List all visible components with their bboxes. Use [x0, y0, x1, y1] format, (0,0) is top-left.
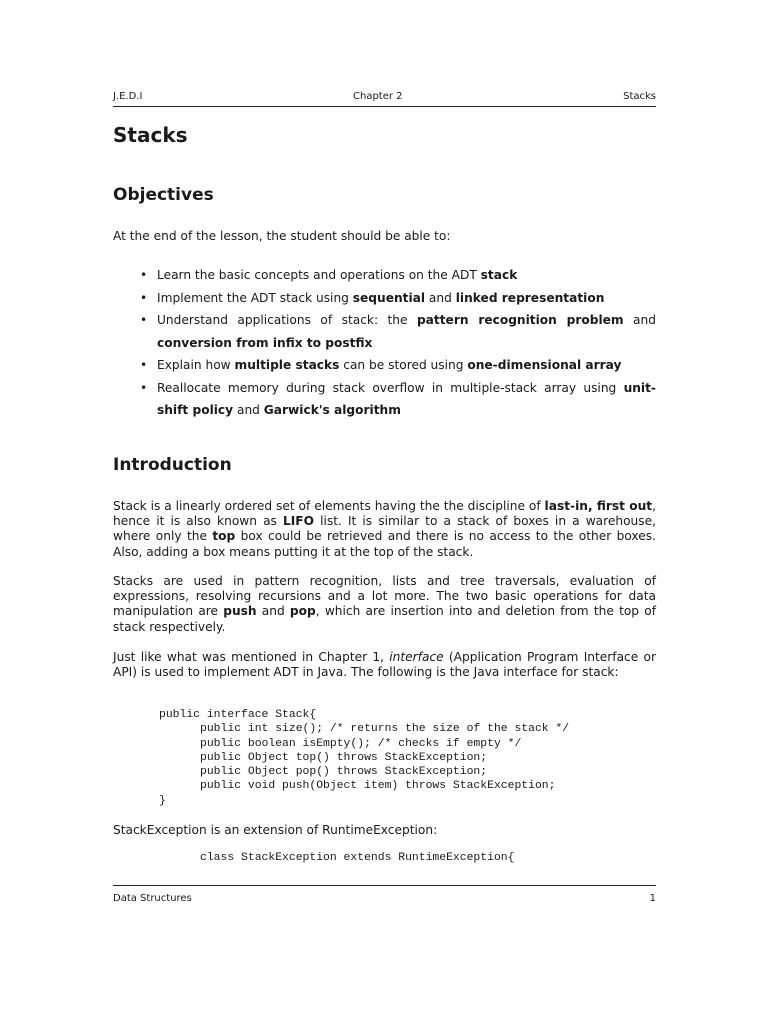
header-right: Stacks — [623, 91, 656, 102]
objectives-list — [140, 264, 656, 422]
intro-paragraph-1: Stack is a linearly ordered set of elements having the the discipline of last-in, first out, hence it is also known as LIFO list. It is similar to a stack of boxes in a warehouse, where only the top box could be retrieved and there is no access to the other boxes. Also, adding a box means putting it at the top of the stack. — [113, 499, 656, 559]
objectives-heading: Objectives — [113, 185, 214, 205]
footer-left: Data Structures — [113, 893, 192, 904]
bullet-icon: • — [140, 290, 148, 305]
introduction-heading: Introduction — [113, 455, 232, 475]
running-header — [113, 90, 656, 107]
exception-text: StackException is an extension of RuntimeException: — [113, 823, 438, 837]
page-title: Stacks — [113, 123, 188, 147]
bullet-icon: • — [140, 380, 148, 395]
intro-paragraph-2: Stacks are used in pattern recognition, lists and tree traversals, evaluation of expressions, resolving recursions and a lot more. The two basic operations for data manipulation are push and pop, which are insertion into and deletion from the top of stack respectively. — [113, 574, 656, 634]
stack-exception-code: class StackException extends RuntimeException{ — [159, 852, 515, 864]
intro-paragraph-3: Just like what was mentioned in Chapter 1, interface (Application Program Interface or API) is used to implement ADT in Java. The following is the Java interface for stack: — [113, 650, 656, 680]
bullet-icon: • — [140, 268, 148, 282]
list-item: • Learn the basic concepts and operations on the ADT stack — [157, 264, 656, 287]
header-center: Chapter 2 — [353, 91, 403, 102]
bullet-icon: • — [140, 358, 148, 372]
running-footer — [113, 885, 656, 906]
stack-interface-code: public interface Stack{ public int size(); /* returns the size of the stack */ public boolean isEmpty(); /* checks if empty */ public Object top() throws StackException; public Object pop() throws StackException; public void push(Object item) throws StackException; } — [159, 709, 570, 807]
header-left: J.E.D.I — [113, 91, 143, 102]
document-page — [113, 0, 656, 1024]
objectives-intro: At the end of the lesson, the student should be able to: — [113, 229, 451, 243]
list-item: • Understand applications of stack: the pattern recognition problem and conversion from infix to postfix — [157, 309, 656, 354]
list-item: • Implement the ADT stack using sequential and linked representation — [157, 287, 656, 310]
bullet-icon: • — [140, 313, 148, 327]
list-item: • Reallocate memory during stack overflow in multiple-stack array using unit-shift policy and Garwick's algorithm — [157, 377, 656, 422]
list-item: • Explain how multiple stacks can be stored using one-dimensional array — [157, 354, 656, 377]
page-number: 1 — [649, 893, 656, 904]
